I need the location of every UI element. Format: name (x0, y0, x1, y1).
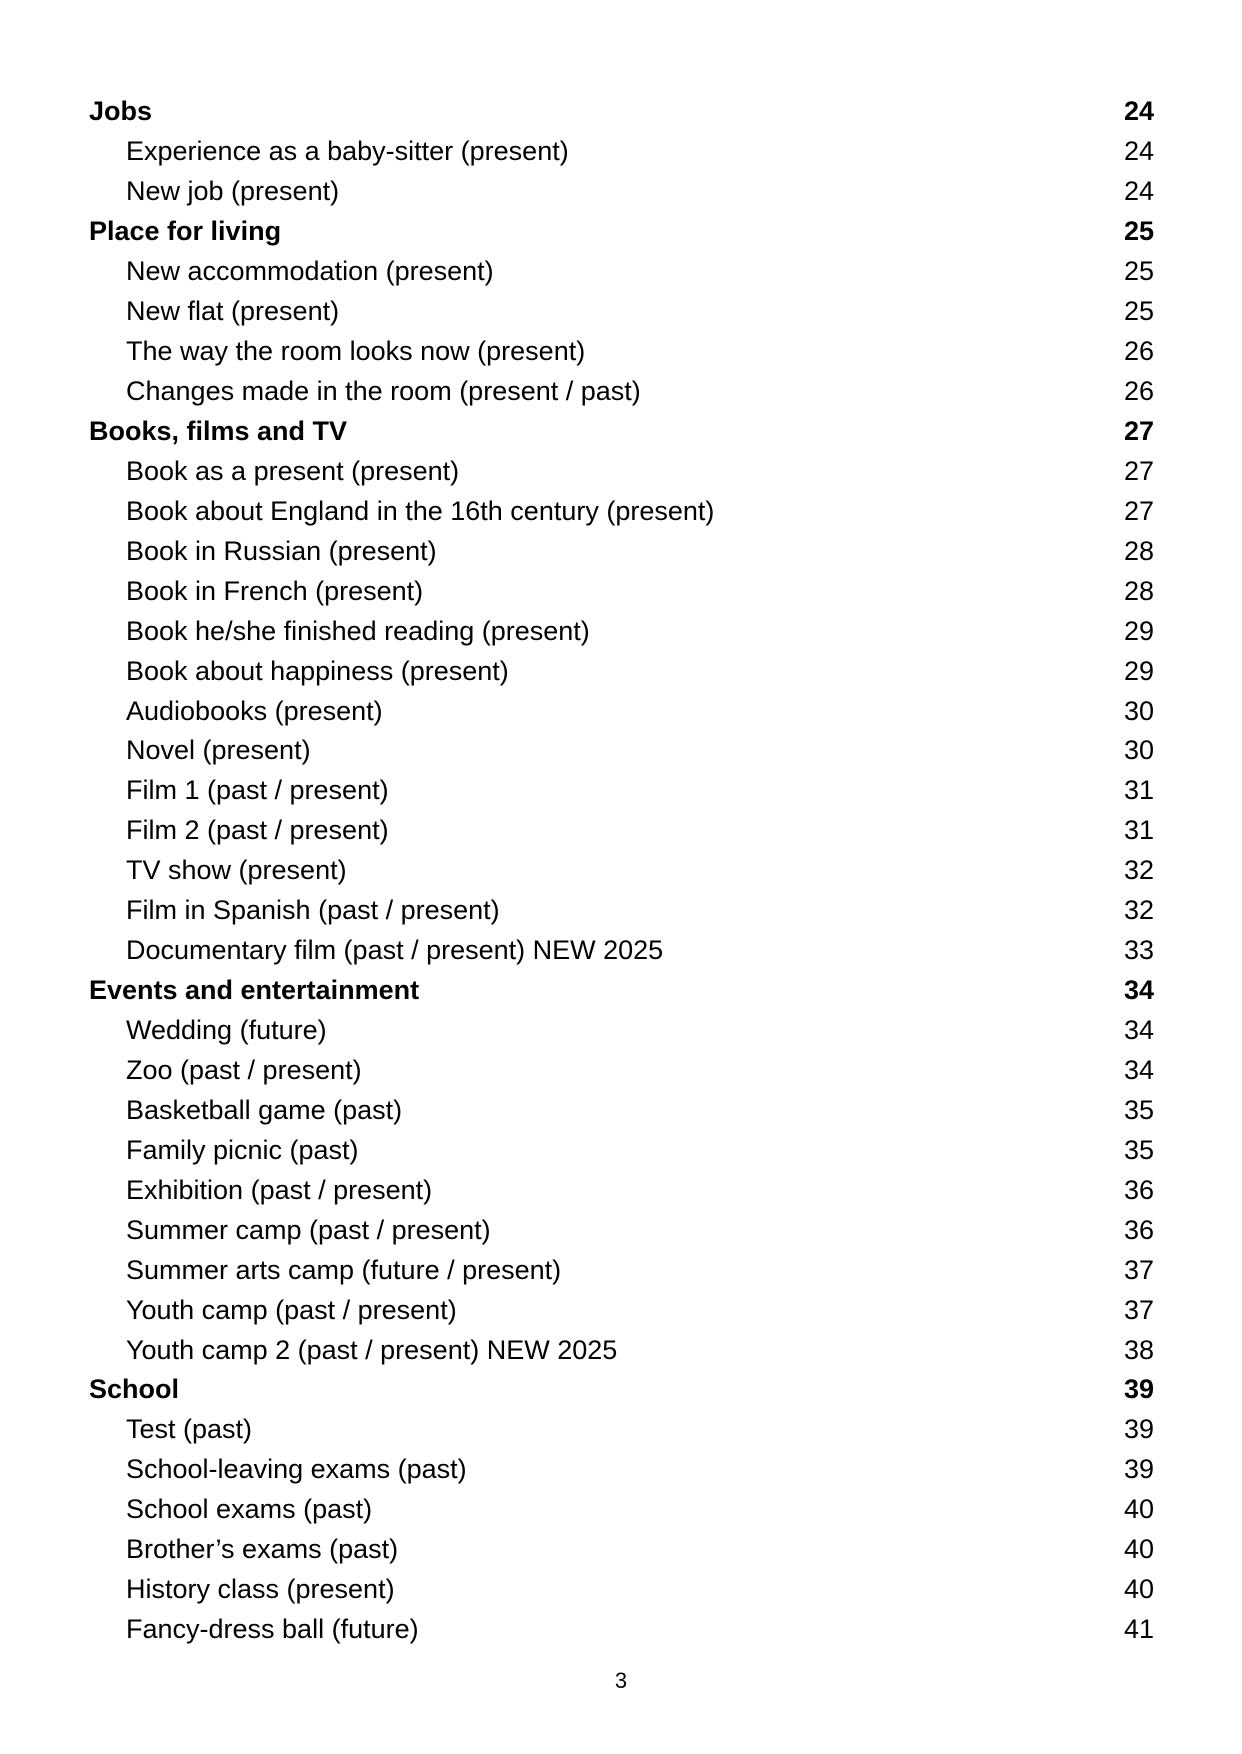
toc-entry (89, 931, 1154, 971)
toc-page-number: 40 (1123, 1494, 1154, 1525)
toc-page-number: 34 (1123, 1015, 1154, 1046)
toc-entry-title: Film in Spanish (past / present) (126, 895, 500, 926)
toc-entry (89, 1250, 1154, 1290)
toc-page-number: 39 (1123, 1454, 1154, 1485)
toc-page-number: 27 (1123, 455, 1154, 486)
toc-entry-title: Book in French (present) (126, 575, 424, 606)
toc-entry-title: New flat (present) (126, 296, 340, 327)
toc-entry-title: Test (past) (126, 1414, 253, 1445)
toc-entry (89, 1051, 1154, 1091)
toc-entry-title: Wedding (future) (126, 1015, 327, 1046)
toc-entry (89, 491, 1154, 531)
toc-entry-title: New accommodation (present) (126, 256, 494, 287)
toc-entry-title: Book in Russian (present) (126, 535, 437, 566)
toc-entry (89, 731, 1154, 771)
toc-entry-title: School exams (past) (126, 1494, 373, 1525)
toc-page-number: 36 (1123, 1214, 1154, 1245)
toc-entry-title: The way the room looks now (present) (126, 336, 586, 367)
toc-entry-title: Film 2 (past / present) (126, 815, 389, 846)
toc-entry-title: Book as a present (present) (126, 455, 460, 486)
toc-entry (89, 1490, 1154, 1530)
toc-entry-title: TV show (present) (126, 855, 347, 886)
toc-page-number: 34 (1123, 1054, 1154, 1085)
toc-entry (89, 771, 1154, 811)
toc-section-heading (89, 412, 1154, 452)
toc-section-title: School (89, 1374, 180, 1405)
toc-entry (89, 1290, 1154, 1330)
toc-entry-title: Documentary film (past / present) NEW 2025 (126, 935, 664, 966)
toc-page-number: 37 (1123, 1254, 1154, 1285)
toc-section-heading (89, 92, 1154, 132)
toc-entry-title: Summer arts camp (future / present) (126, 1254, 562, 1285)
toc-entry (89, 1090, 1154, 1130)
toc-entry (89, 332, 1154, 372)
toc-entry (89, 1410, 1154, 1450)
toc-entry (89, 172, 1154, 212)
toc-entry-title: Youth camp 2 (past / present) NEW 2025 (126, 1334, 618, 1365)
toc-section-heading (89, 212, 1154, 252)
toc-entry (89, 1130, 1154, 1170)
toc-page-number: 28 (1123, 535, 1154, 566)
toc-page-number: 24 (1123, 96, 1154, 127)
toc-page-number: 37 (1123, 1294, 1154, 1325)
toc-section-heading (89, 1370, 1154, 1410)
toc-entry (89, 1011, 1154, 1051)
toc-page-number: 27 (1123, 495, 1154, 526)
toc-entry (89, 891, 1154, 931)
toc-page-number: 39 (1123, 1414, 1154, 1445)
toc-entry-title: Brother’s exams (past) (126, 1534, 399, 1565)
toc-page-number: 31 (1123, 775, 1154, 806)
toc-entry (89, 1530, 1154, 1570)
toc-page-number: 30 (1123, 695, 1154, 726)
toc-page-number: 31 (1123, 815, 1154, 846)
toc-page-number: 25 (1123, 216, 1154, 247)
toc-entry-title: Fancy-dress ball (future) (126, 1614, 419, 1645)
toc-page-number: 35 (1123, 1134, 1154, 1165)
page-number: 3 (614, 1668, 628, 1693)
toc-entry-title: School-leaving exams (past) (126, 1454, 467, 1485)
toc-page-number: 27 (1123, 415, 1154, 446)
toc-entry-title: Book he/she finished reading (present) (126, 615, 590, 646)
toc-entry-title: Novel (present) (126, 735, 311, 766)
toc-entry (89, 292, 1154, 332)
toc-entry (89, 1570, 1154, 1610)
toc-page-number: 40 (1123, 1574, 1154, 1605)
toc-entry (89, 1450, 1154, 1490)
toc-entry-title: Changes made in the room (present / past) (126, 376, 641, 407)
toc-section-title: Jobs (89, 96, 153, 127)
toc-entry (89, 1330, 1154, 1370)
toc-page-number: 32 (1123, 855, 1154, 886)
toc-page-number: 26 (1123, 376, 1154, 407)
toc-entry-title: Summer camp (past / present) (126, 1214, 491, 1245)
toc-entry (89, 451, 1154, 491)
toc-entry (89, 531, 1154, 571)
toc-page-number: 26 (1123, 336, 1154, 367)
toc-entry-title: Experience as a baby-sitter (present) (126, 136, 569, 167)
toc-section-title: Place for living (89, 216, 282, 247)
toc-page-number: 39 (1123, 1374, 1154, 1405)
toc-entry (89, 851, 1154, 891)
toc-entry (89, 691, 1154, 731)
toc-page-number: 41 (1123, 1614, 1154, 1645)
toc-entry (89, 611, 1154, 651)
toc-entry-title: Basketball game (past) (126, 1094, 403, 1125)
toc-page-number: 25 (1123, 256, 1154, 287)
toc-entry (89, 1170, 1154, 1210)
toc-page-number: 35 (1123, 1094, 1154, 1125)
toc-page-number: 36 (1123, 1174, 1154, 1205)
table-of-contents (89, 92, 1154, 1650)
toc-page-number: 33 (1123, 935, 1154, 966)
toc-section-heading (89, 971, 1154, 1011)
toc-page-number: 25 (1123, 296, 1154, 327)
toc-page-number: 28 (1123, 575, 1154, 606)
toc-page-number: 30 (1123, 735, 1154, 766)
toc-entry (89, 571, 1154, 611)
toc-entry-title: New job (present) (126, 176, 340, 207)
toc-entry-title: Youth camp (past / present) (126, 1294, 457, 1325)
toc-entry-title: History class (present) (126, 1574, 395, 1605)
toc-entry (89, 252, 1154, 292)
toc-entry-title: Film 1 (past / present) (126, 775, 389, 806)
toc-page-number: 24 (1123, 136, 1154, 167)
toc-page-number: 38 (1123, 1334, 1154, 1365)
toc-entry (89, 811, 1154, 851)
toc-page-number: 32 (1123, 895, 1154, 926)
toc-page-number: 29 (1123, 615, 1154, 646)
toc-entry (89, 651, 1154, 691)
toc-entry (89, 1610, 1154, 1650)
toc-entry (89, 372, 1154, 412)
toc-entry-title: Book about England in the 16th century (present) (126, 495, 715, 526)
toc-entry-title: Zoo (past / present) (126, 1054, 362, 1085)
toc-entry-title: Audiobooks (present) (126, 695, 383, 726)
toc-page-number: 40 (1123, 1534, 1154, 1565)
toc-entry-title: Book about happiness (present) (126, 655, 509, 686)
toc-section-title: Events and entertainment (89, 975, 420, 1006)
toc-entry (89, 1210, 1154, 1250)
toc-page-number: 29 (1123, 655, 1154, 686)
toc-section-title: Books, films and TV (89, 415, 348, 446)
toc-page-number: 34 (1123, 975, 1154, 1006)
toc-entry (89, 132, 1154, 172)
toc-entry-title: Exhibition (past / present) (126, 1174, 433, 1205)
toc-page-number: 24 (1123, 176, 1154, 207)
toc-entry-title: Family picnic (past) (126, 1134, 359, 1165)
